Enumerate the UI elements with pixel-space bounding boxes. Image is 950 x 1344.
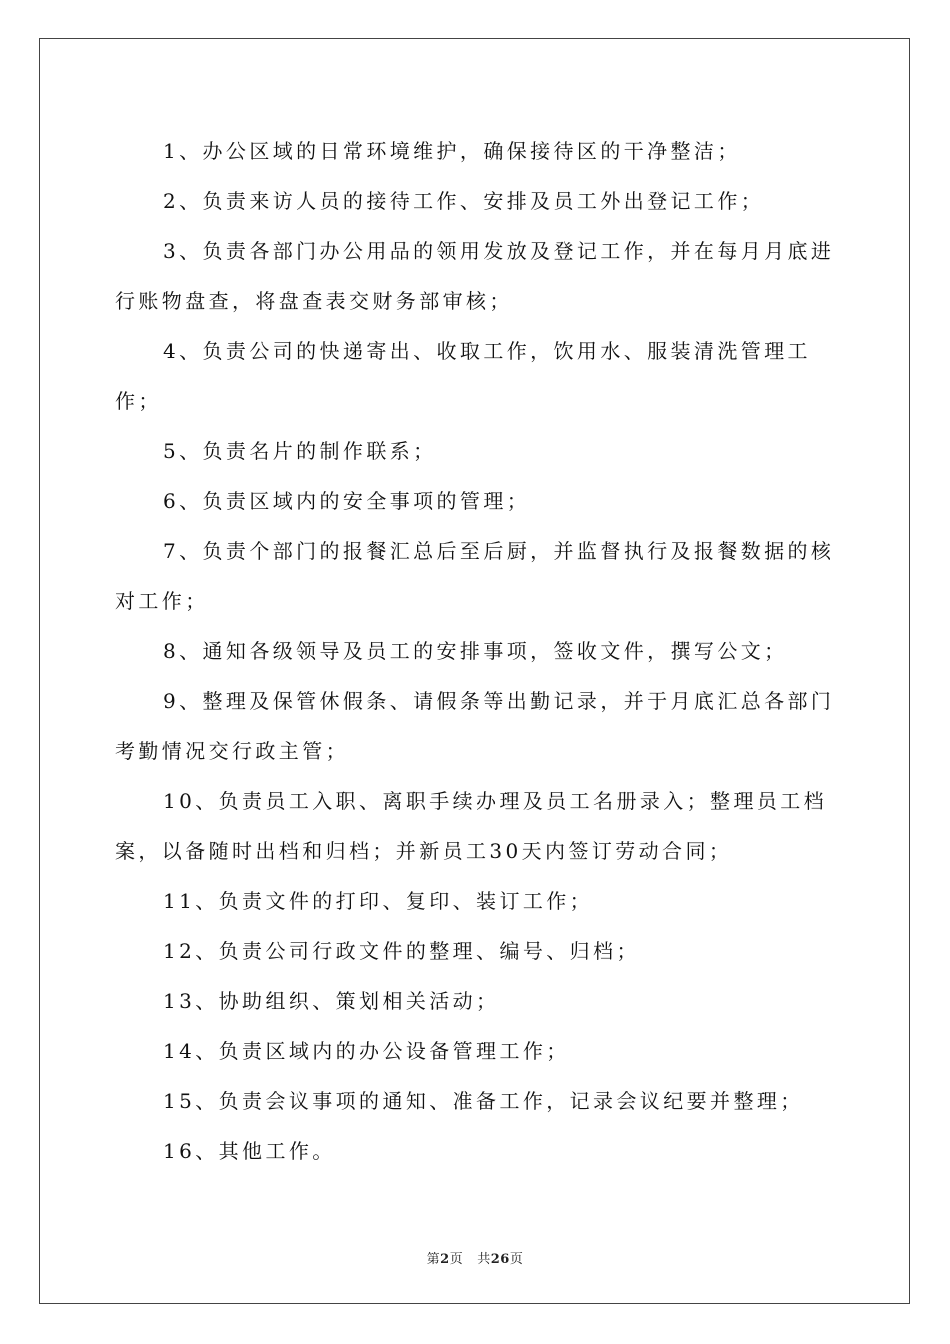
footer-total-prefix: 共	[477, 1252, 491, 1267]
footer-total-pages: 26	[490, 1252, 510, 1267]
paragraph-6: 6、负责区域内的安全事项的管理；	[163, 489, 531, 513]
footer-page-number: 2	[440, 1252, 450, 1267]
paragraph-16: 16、其他工作。	[163, 1139, 336, 1163]
paragraph-10: 10、负责员工入职、离职手续办理及员工名册录入；整理员工档案，以备随时出档和归档；并新员工30天内签订劳动合同；	[115, 789, 828, 863]
paragraph-15: 15、负责会议事项的通知、准备工作，记录会议纪要并整理；	[163, 1089, 804, 1113]
paragraph-4: 4、负责公司的快递寄出、收取工作，饮用水、服装清洗管理工作；	[115, 339, 811, 413]
paragraph-3: 3、负责各部门办公用品的领用发放及登记工作，并在每月月底进行账物盘查，将盘查表交财务部审核；	[115, 239, 835, 313]
paragraph-14: 14、负责区域内的办公设备管理工作；	[163, 1039, 570, 1063]
paragraph-5: 5、负责名片的制作联系；	[163, 439, 437, 463]
paragraph-11: 11、负责文件的打印、复印、装订工作；	[163, 889, 594, 913]
footer-total-suffix: 页	[509, 1252, 524, 1267]
paragraph-7: 7、负责个部门的报餐汇总后至后厨，并监督执行及报餐数据的核对工作；	[115, 539, 835, 613]
document-body	[115, 126, 837, 1176]
paragraph-1: 1、办公区域的日常环境维护，确保接待区的干净整洁；	[163, 139, 741, 163]
paragraph-2: 2、负责来访人员的接待工作、安排及员工外出登记工作；	[163, 189, 765, 213]
paragraph-9: 9、整理及保管休假条、请假条等出勤记录，并于月底汇总各部门考勤情况交行政主管；	[115, 689, 835, 763]
footer-page-suffix: 页	[449, 1252, 464, 1267]
page-footer	[0, 1248, 950, 1267]
paragraph-12: 12、负责公司行政文件的整理、编号、归档；	[163, 939, 640, 963]
paragraph-13: 13、协助组织、策划相关活动；	[163, 989, 500, 1013]
paragraph-8: 8、通知各级领导及员工的安排事项，签收文件，撰写公文；	[163, 639, 788, 663]
footer-page-prefix: 第	[426, 1252, 441, 1267]
